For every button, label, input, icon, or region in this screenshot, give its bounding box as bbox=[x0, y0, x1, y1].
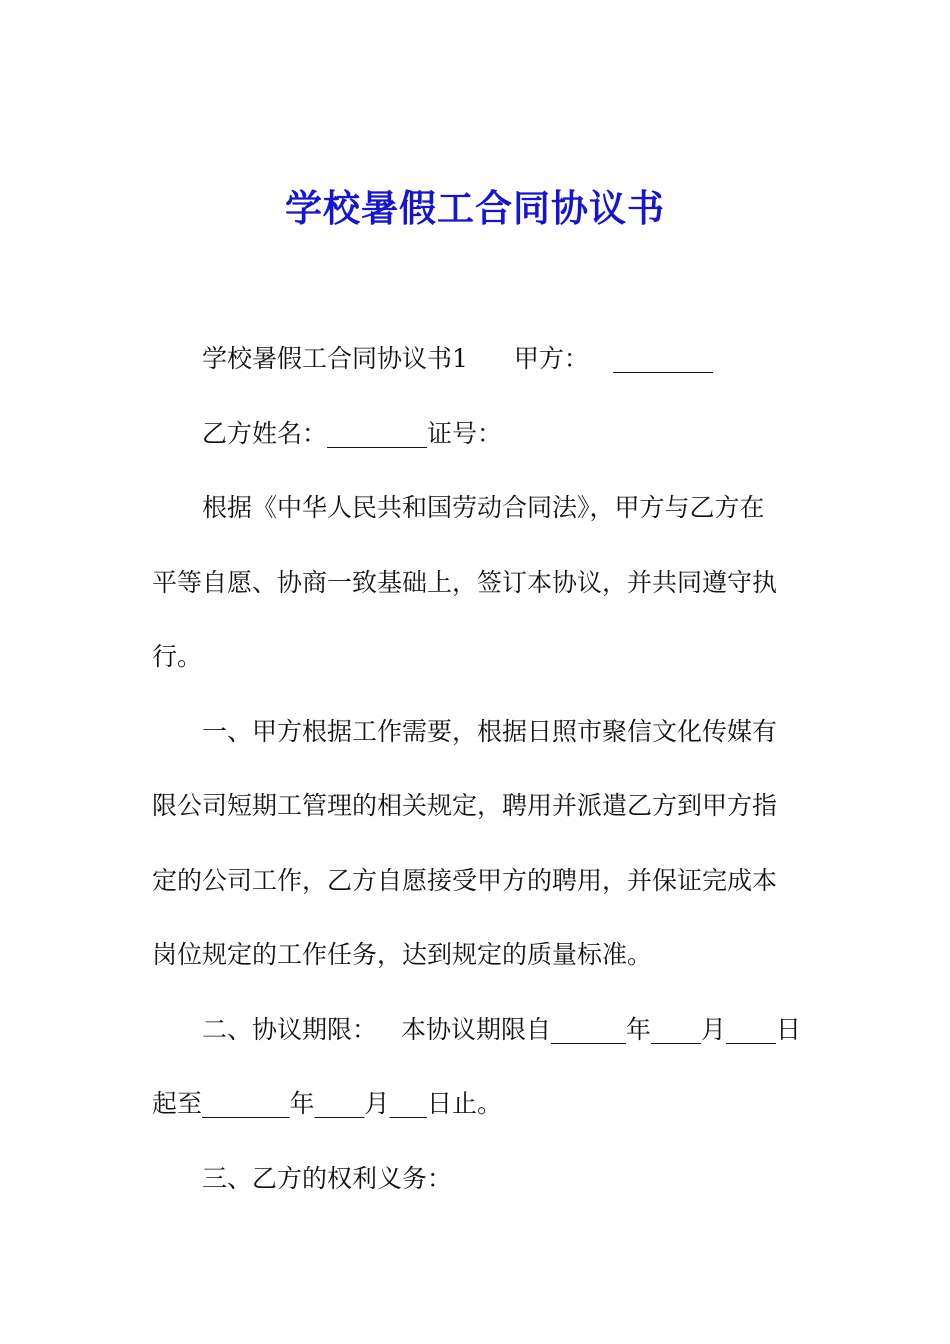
clause-2-line bbox=[152, 993, 802, 1068]
party-a-blank: ________ bbox=[612, 344, 713, 373]
paragraph-text: 一、甲方根据工作需要，根据日照市聚信文化传媒有 bbox=[202, 716, 778, 746]
paragraph-line bbox=[152, 844, 802, 919]
paragraph-line bbox=[152, 471, 802, 546]
party-b-line bbox=[152, 397, 802, 472]
paragraph-text: 限公司短期工管理的相关规定，聘用并派遣乙方到甲方指 bbox=[152, 791, 778, 820]
paragraph-line bbox=[152, 918, 802, 993]
term-end-text: 起至_______年____月___日止。 bbox=[152, 1089, 503, 1118]
agreement-name: 学校暑假工合同协议书1 bbox=[202, 344, 468, 373]
paragraph-line bbox=[152, 546, 802, 621]
paragraph-line bbox=[152, 620, 802, 695]
paragraph-line bbox=[152, 1067, 802, 1142]
document-body bbox=[152, 322, 802, 1216]
clause-1-line bbox=[152, 695, 802, 770]
paragraph-text: 行。 bbox=[152, 642, 203, 671]
paragraph-text: 定的公司工作，乙方自愿接受甲方的聘用，并保证完成本 bbox=[152, 865, 778, 895]
clause-heading: 二、协议期限： bbox=[202, 1014, 378, 1044]
document-title: 学校暑假工合同协议书 bbox=[285, 186, 665, 230]
clause-heading: 三、乙方的权利义务： bbox=[202, 1163, 453, 1193]
clause-3-line bbox=[152, 1142, 802, 1217]
paragraph-text: 根据《中华人民共和国劳动合同法》，甲方与乙方在 bbox=[202, 493, 765, 522]
party-b-text: 乙方姓名：________证号： bbox=[202, 418, 503, 448]
term-start-text: 本协议期限自______年____月____日 bbox=[401, 1014, 802, 1044]
paragraph-line bbox=[152, 769, 802, 844]
intro-line bbox=[152, 322, 802, 397]
paragraph-text: 平等自愿、协商一致基础上，签订本协议，并共同遵守执 bbox=[152, 567, 778, 597]
party-a-label: 甲方： bbox=[513, 344, 589, 373]
paragraph-text: 岗位规定的工作任务，达到规定的质量标准。 bbox=[152, 940, 653, 969]
